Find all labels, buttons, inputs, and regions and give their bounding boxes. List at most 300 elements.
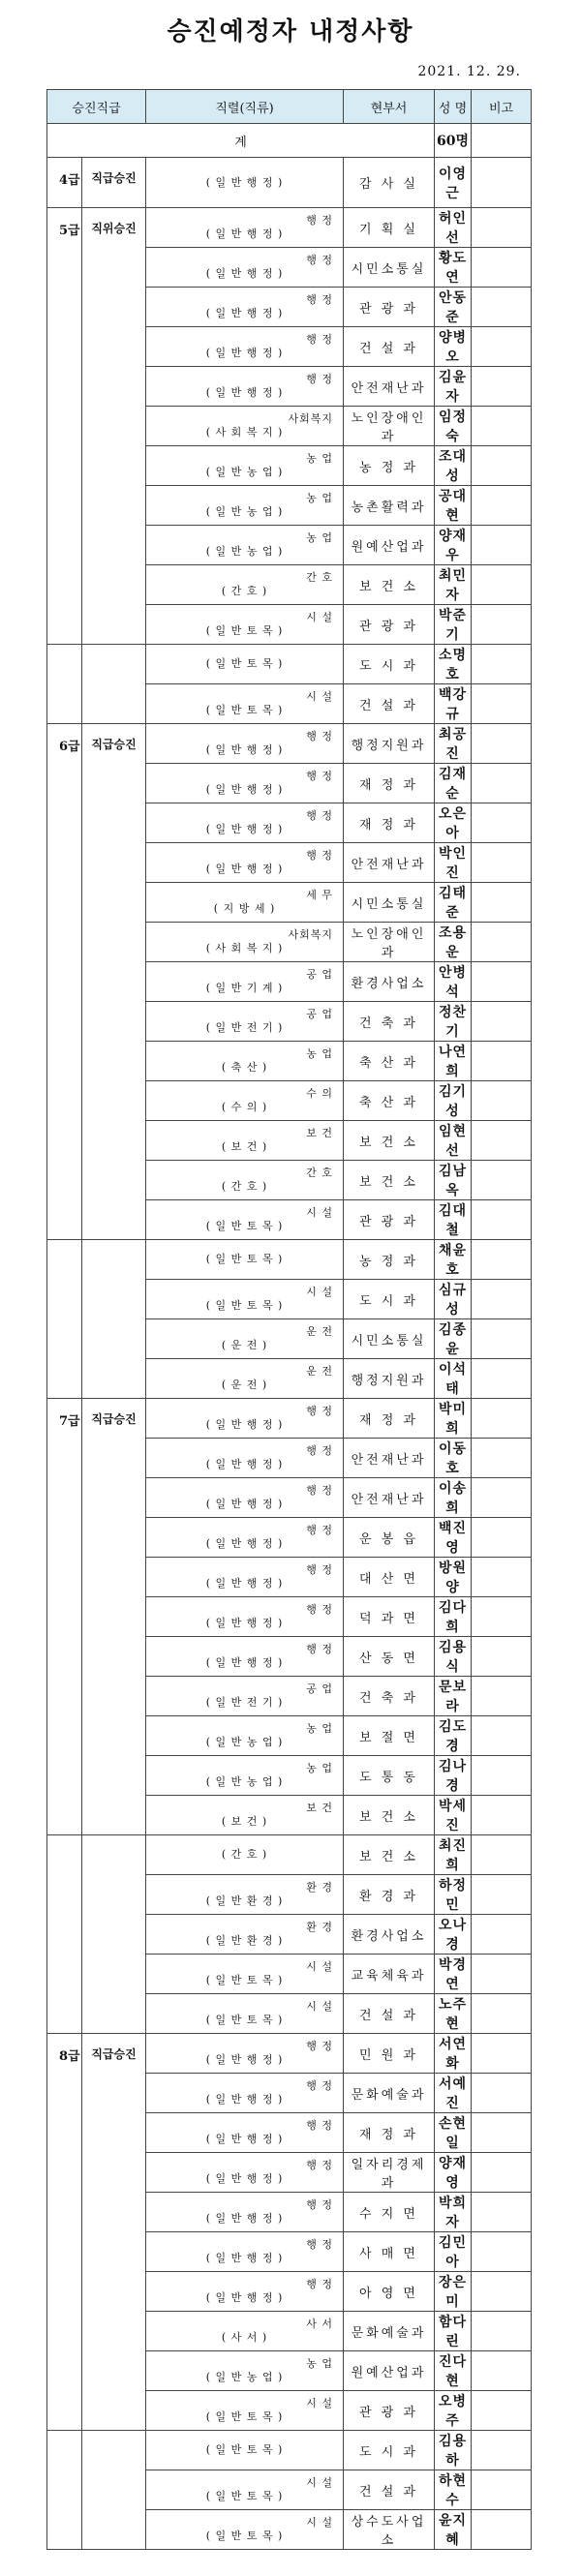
position-cell	[146, 158, 344, 208]
position-cell	[146, 962, 344, 1002]
position-category: 사회복지	[288, 928, 334, 941]
department-cell: 관 광 과	[344, 1200, 435, 1240]
position-subcategory: ( 사 회 복 지 )	[205, 942, 284, 955]
department-cell: 건 설 과	[344, 1994, 435, 2034]
remark-cell	[472, 1637, 532, 1677]
remark-cell	[472, 1875, 532, 1915]
grade-level: 4급	[47, 158, 82, 208]
department-cell: 건 축 과	[344, 1677, 435, 1716]
department-cell: 안전재난과	[344, 1478, 435, 1518]
promotion-kind	[82, 2431, 146, 2550]
position-subcategory: ( 일 반 행 정 )	[205, 743, 284, 756]
position-subcategory: ( 일 반 농 업 )	[205, 1775, 284, 1788]
document-date: 2021. 12. 29.	[417, 64, 521, 79]
position-category: 행 정	[306, 2198, 334, 2211]
department-cell: 교육체육과	[344, 1955, 435, 1994]
position-subcategory: ( 일 반 농 업 )	[205, 545, 284, 558]
department-cell: 일자리경제과	[344, 2153, 435, 2193]
remark-cell	[472, 684, 532, 724]
department-cell: 시민소통실	[344, 1319, 435, 1359]
department-cell: 아 영 면	[344, 2272, 435, 2312]
position-category: 공 업	[306, 1008, 334, 1020]
position-subcategory: ( 일 반 토 목 )	[205, 2530, 284, 2542]
position-cell	[146, 2034, 344, 2074]
position-cell	[146, 1518, 344, 1558]
position-cell	[146, 1994, 344, 2034]
position-cell	[146, 1359, 344, 1399]
department-cell: 기 획 실	[344, 208, 435, 248]
department-cell: 건 설 과	[344, 2470, 435, 2510]
position-subcategory: ( 지 방 세 )	[213, 902, 276, 915]
position-subcategory: ( 일 반 토 목 )	[205, 2443, 284, 2456]
position-category: 운 전	[306, 1365, 334, 1378]
position-category: 행 정	[306, 293, 334, 306]
position-subcategory: ( 일 반 행 정 )	[205, 2133, 284, 2145]
name-cell: 안병석	[435, 962, 472, 1002]
position-cell	[146, 803, 344, 843]
name-cell: 안동준	[435, 288, 472, 327]
position-subcategory: ( 일 반 행 정 )	[205, 783, 284, 796]
remark-cell	[472, 1597, 532, 1637]
remark-cell	[472, 645, 532, 684]
remark-cell	[472, 2510, 532, 2550]
position-category: 보 건	[306, 1127, 334, 1139]
remark-cell	[472, 2351, 532, 2391]
position-subcategory: ( 일 반 토 목 )	[205, 1253, 284, 1265]
name-cell: 채윤호	[435, 1240, 472, 1280]
position-cell	[146, 526, 344, 565]
name-cell: 김용하	[435, 2431, 472, 2470]
department-cell: 도 통 동	[344, 1756, 435, 1796]
department-cell: 축 산 과	[344, 1042, 435, 1081]
department-cell: 도 시 과	[344, 1280, 435, 1319]
department-cell: 대 산 면	[344, 1558, 435, 1597]
remark-cell	[472, 2232, 532, 2272]
position-category: 행 정	[306, 1603, 334, 1616]
position-subcategory: ( 일 반 행 정 )	[205, 1537, 284, 1550]
position-category: 시 설	[306, 2476, 334, 2489]
remark-cell	[472, 803, 532, 843]
name-cell: 나연희	[435, 1042, 472, 1081]
position-cell	[146, 2113, 344, 2153]
department-cell: 안전재난과	[344, 1439, 435, 1478]
total-row	[47, 124, 532, 158]
name-cell: 최공진	[435, 724, 472, 764]
remark-cell	[472, 2272, 532, 2312]
department-cell: 행정지원과	[344, 724, 435, 764]
position-cell	[146, 1558, 344, 1597]
department-cell: 덕 과 면	[344, 1597, 435, 1637]
position-category: 행 정	[306, 1563, 334, 1576]
header-row	[47, 90, 532, 124]
department-cell: 수 지 면	[344, 2193, 435, 2232]
position-subcategory: ( 간 호 )	[221, 1848, 268, 1861]
department-cell: 안전재난과	[344, 367, 435, 407]
name-cell: 하정민	[435, 1875, 472, 1915]
position-subcategory: ( 일 반 토 목 )	[205, 2410, 284, 2423]
table-row	[47, 1399, 532, 1439]
remark-cell	[472, 1835, 532, 1875]
position-category: 시 설	[306, 2397, 334, 2409]
position-cell	[146, 407, 344, 446]
name-cell: 이석태	[435, 1359, 472, 1399]
position-subcategory: ( 보 건 )	[221, 1140, 268, 1153]
remark-cell	[472, 486, 532, 526]
promotion-kind: 직위승진	[82, 208, 146, 645]
table-row	[47, 2431, 532, 2470]
department-cell: 안전재난과	[344, 843, 435, 883]
remark-cell	[472, 724, 532, 764]
promotion-kind: 직급승진	[82, 1399, 146, 1835]
promotion-kind	[82, 1240, 146, 1399]
position-cell	[146, 1161, 344, 1200]
position-category: 농 업	[306, 1762, 334, 1774]
name-cell: 허인선	[435, 208, 472, 248]
position-cell	[146, 1796, 344, 1835]
position-cell	[146, 883, 344, 923]
position-subcategory: ( 일 반 농 업 )	[205, 505, 284, 518]
position-category: 농 업	[306, 492, 334, 504]
name-cell: 김용식	[435, 1637, 472, 1677]
grade-level	[47, 1835, 82, 2034]
position-category: 행 정	[306, 254, 334, 266]
name-cell: 양병오	[435, 327, 472, 367]
position-cell	[146, 486, 344, 526]
name-cell: 손현일	[435, 2113, 472, 2153]
promotion-kind: 직급승진	[82, 724, 146, 1240]
department-cell: 도 시 과	[344, 2431, 435, 2470]
position-subcategory: ( 운 전 )	[221, 1379, 268, 1391]
position-subcategory: ( 간 호 )	[221, 585, 268, 597]
department-cell: 원예산업과	[344, 2351, 435, 2391]
position-cell	[146, 2272, 344, 2312]
name-cell: 최민자	[435, 565, 472, 605]
position-subcategory: ( 일 반 토 목 )	[205, 1974, 284, 1986]
department-cell: 환경사업소	[344, 1915, 435, 1955]
position-subcategory: ( 축 산 )	[221, 1061, 268, 1074]
department-cell: 건 축 과	[344, 1002, 435, 1042]
position-category: 사회복지	[288, 412, 334, 425]
position-subcategory: ( 일 반 토 목 )	[205, 2014, 284, 2026]
position-category: 행 정	[306, 1405, 334, 1417]
position-category: 시 설	[306, 1960, 334, 1973]
position-cell	[146, 1478, 344, 1518]
name-cell: 공대현	[435, 486, 472, 526]
position-category: 행 정	[306, 770, 334, 782]
remark-cell	[472, 1240, 532, 1280]
position-subcategory: ( 일 반 토 목 )	[205, 657, 284, 670]
position-cell	[146, 1915, 344, 1955]
remark-cell	[472, 1994, 532, 2034]
position-subcategory: ( 간 호 )	[221, 1180, 268, 1193]
department-cell: 재 정 과	[344, 2113, 435, 2153]
position-subcategory: ( 일 반 행 정 )	[205, 1458, 284, 1470]
department-cell: 산 동 면	[344, 1637, 435, 1677]
remark-cell	[472, 1042, 532, 1081]
position-cell	[146, 1439, 344, 1478]
position-category: 공 업	[306, 1682, 334, 1695]
remark-cell	[472, 1002, 532, 1042]
remark-cell	[472, 1518, 532, 1558]
table-row	[47, 158, 532, 208]
department-cell: 축 산 과	[344, 1081, 435, 1121]
position-category: 시 설	[306, 2516, 334, 2529]
name-cell: 문보라	[435, 1677, 472, 1716]
department-cell: 보 건 소	[344, 1121, 435, 1161]
position-subcategory: ( 보 건 )	[221, 1815, 268, 1828]
table-row	[47, 208, 532, 248]
name-cell: 이영근	[435, 158, 472, 208]
table-row	[47, 645, 532, 684]
name-cell: 이동호	[435, 1439, 472, 1478]
position-category: 시 설	[306, 2000, 334, 2013]
name-cell: 장은미	[435, 2272, 472, 2312]
position-category: 행 정	[306, 2119, 334, 2132]
position-category: 공 업	[306, 968, 334, 981]
position-cell	[146, 2391, 344, 2431]
remark-cell	[472, 883, 532, 923]
department-cell: 원예산업과	[344, 526, 435, 565]
grade-level: 6급	[47, 724, 82, 1240]
name-cell: 조대성	[435, 446, 472, 486]
name-cell: 조용운	[435, 923, 472, 962]
remark-cell	[472, 1558, 532, 1597]
position-subcategory: ( 일 반 행 정 )	[205, 2093, 284, 2106]
position-category: 행 정	[306, 809, 334, 822]
department-cell: 건 설 과	[344, 327, 435, 367]
position-cell	[146, 1200, 344, 1240]
position-cell	[146, 1240, 344, 1280]
name-cell: 김태준	[435, 883, 472, 923]
position-category: 농 업	[306, 2357, 334, 2370]
position-subcategory: ( 일 반 행 정 )	[205, 175, 284, 189]
position-category: 보 건	[306, 1802, 334, 1814]
department-cell: 문화예술과	[344, 2312, 435, 2351]
position-subcategory: ( 일 반 농 업 )	[205, 1736, 284, 1748]
name-cell: 윤지혜	[435, 2510, 472, 2550]
position-cell	[146, 1121, 344, 1161]
position-subcategory: ( 일 반 토 목 )	[205, 624, 284, 637]
department-cell: 보 건 소	[344, 1835, 435, 1875]
position-category: 환 경	[306, 1881, 334, 1894]
remark-cell	[472, 1200, 532, 1240]
remark-cell	[472, 248, 532, 288]
remark-cell	[472, 923, 532, 962]
remark-cell	[472, 2312, 532, 2351]
position-subcategory: ( 일 반 행 정 )	[205, 2172, 284, 2185]
remark-cell	[472, 565, 532, 605]
department-cell: 농 정 과	[344, 446, 435, 486]
remark-cell	[472, 2470, 532, 2510]
name-cell: 양재우	[435, 526, 472, 565]
position-cell	[146, 1280, 344, 1319]
promotion-kind: 직급승진	[82, 158, 146, 208]
promotion-kind: 직급승진	[82, 2034, 146, 2431]
name-cell: 진다현	[435, 2351, 472, 2391]
position-subcategory: ( 일 반 행 정 )	[205, 2212, 284, 2225]
name-cell: 오병주	[435, 2391, 472, 2431]
department-cell: 보 건 소	[344, 1796, 435, 1835]
position-cell	[146, 565, 344, 605]
position-cell	[146, 1955, 344, 1994]
position-cell	[146, 2074, 344, 2113]
position-subcategory: ( 일 반 행 정 )	[205, 2053, 284, 2066]
table-row	[47, 1240, 532, 1280]
position-cell	[146, 2153, 344, 2193]
remark-cell	[472, 2153, 532, 2193]
position-subcategory: ( 일 반 전 기 )	[205, 1021, 284, 1034]
position-category: 행 정	[306, 214, 334, 227]
header-grade: 승진직급	[47, 90, 146, 124]
position-category: 간 호	[306, 571, 334, 584]
promotion-table	[46, 89, 532, 2550]
position-cell	[146, 1875, 344, 1915]
table-row	[47, 2034, 532, 2074]
name-cell: 박경연	[435, 1955, 472, 1994]
remark-cell	[472, 526, 532, 565]
position-subcategory: ( 일 반 행 정 )	[205, 1577, 284, 1590]
position-subcategory: ( 일 반 행 정 )	[205, 2252, 284, 2264]
position-subcategory: ( 일 반 행 정 )	[205, 347, 284, 359]
remark-cell	[472, 208, 532, 248]
department-cell: 노인장애인과	[344, 923, 435, 962]
table-body	[47, 124, 532, 2550]
name-cell: 오은아	[435, 803, 472, 843]
position-subcategory: ( 일 반 행 정 )	[205, 307, 284, 319]
position-category: 시 설	[306, 611, 334, 623]
remark-cell	[472, 1716, 532, 1756]
position-category: 행 정	[306, 1444, 334, 1457]
department-cell: 관 광 과	[344, 605, 435, 645]
position-subcategory: ( 일 반 행 정 )	[205, 1617, 284, 1629]
remark-cell	[472, 446, 532, 486]
department-cell: 보 건 소	[344, 565, 435, 605]
name-cell: 김윤자	[435, 367, 472, 407]
position-subcategory: ( 사 서 )	[221, 2331, 268, 2344]
position-category: 행 정	[306, 849, 334, 862]
position-cell	[146, 2193, 344, 2232]
name-cell: 임현선	[435, 1121, 472, 1161]
name-cell: 박세진	[435, 1796, 472, 1835]
remark-cell	[472, 1319, 532, 1359]
name-cell: 김종윤	[435, 1319, 472, 1359]
remark-cell	[472, 2034, 532, 2074]
position-cell	[146, 2351, 344, 2391]
remark-cell	[472, 1161, 532, 1200]
remark-cell	[472, 288, 532, 327]
position-subcategory: ( 일 반 토 목 )	[205, 2490, 284, 2502]
name-cell: 김남옥	[435, 1161, 472, 1200]
department-cell: 건 설 과	[344, 684, 435, 724]
remark-cell	[472, 1280, 532, 1319]
position-subcategory: ( 일 반 행 정 )	[205, 2291, 284, 2304]
department-cell: 관 광 과	[344, 2391, 435, 2431]
position-cell	[146, 764, 344, 803]
name-cell: 황도연	[435, 248, 472, 288]
remark-cell	[472, 1121, 532, 1161]
remark-cell	[472, 2074, 532, 2113]
position-category: 행 정	[306, 373, 334, 385]
position-cell	[146, 1637, 344, 1677]
department-cell: 환 경 과	[344, 1875, 435, 1915]
name-cell: 백진영	[435, 1518, 472, 1558]
position-category: 시 설	[306, 1286, 334, 1298]
position-subcategory: ( 일 반 행 정 )	[205, 863, 284, 875]
department-cell: 재 정 과	[344, 764, 435, 803]
position-cell	[146, 2510, 344, 2550]
table-row	[47, 1835, 532, 1875]
position-cell	[146, 2232, 344, 2272]
name-cell: 정찬기	[435, 1002, 472, 1042]
position-subcategory: ( 일 반 행 정 )	[205, 227, 284, 240]
position-cell	[146, 208, 344, 248]
remark-cell	[472, 1677, 532, 1716]
remark-cell	[472, 605, 532, 645]
name-cell: 김도경	[435, 1716, 472, 1756]
name-cell: 최진희	[435, 1835, 472, 1875]
position-cell	[146, 288, 344, 327]
position-category: 행 정	[306, 2278, 334, 2290]
name-cell: 김민아	[435, 2232, 472, 2272]
grade-level	[47, 2431, 82, 2550]
department-cell: 사 매 면	[344, 2232, 435, 2272]
name-cell: 소명호	[435, 645, 472, 684]
position-cell	[146, 724, 344, 764]
position-subcategory: ( 일 반 기 계 )	[205, 982, 284, 994]
remark-cell	[472, 1796, 532, 1835]
position-category: 농 업	[306, 1047, 334, 1060]
promotion-kind	[82, 1835, 146, 2034]
name-cell: 양재영	[435, 2153, 472, 2193]
department-cell: 도 시 과	[344, 645, 435, 684]
name-cell: 박희자	[435, 2193, 472, 2232]
position-category: 행 정	[306, 1643, 334, 1655]
name-cell: 함다린	[435, 2312, 472, 2351]
position-category: 행 정	[306, 2159, 334, 2171]
name-cell: 심규성	[435, 1280, 472, 1319]
position-subcategory: ( 일 반 환 경 )	[205, 1894, 284, 1907]
name-cell: 김기성	[435, 1081, 472, 1121]
department-cell: 행정지원과	[344, 1359, 435, 1399]
remark-cell	[472, 1081, 532, 1121]
position-category: 행 정	[306, 2079, 334, 2092]
name-cell: 박준기	[435, 605, 472, 645]
remark-cell	[472, 367, 532, 407]
department-cell: 농촌활력과	[344, 486, 435, 526]
name-cell: 임정숙	[435, 407, 472, 446]
department-cell: 시민소통실	[344, 883, 435, 923]
remark-cell	[472, 1915, 532, 1955]
department-cell: 민 원 과	[344, 2034, 435, 2074]
department-cell: 재 정 과	[344, 803, 435, 843]
department-cell: 보 건 소	[344, 1161, 435, 1200]
remark-cell	[472, 1955, 532, 1994]
position-category: 행 정	[306, 2040, 334, 2052]
position-subcategory: ( 사 회 복 지 )	[205, 426, 284, 439]
position-cell	[146, 446, 344, 486]
grade-level	[47, 645, 82, 724]
position-subcategory: ( 일 반 행 정 )	[205, 267, 284, 280]
position-cell	[146, 367, 344, 407]
position-category: 농 업	[306, 531, 334, 544]
position-category: 행 정	[306, 1524, 334, 1536]
position-cell	[146, 1002, 344, 1042]
department-cell: 관 광 과	[344, 288, 435, 327]
remark-cell	[472, 1756, 532, 1796]
position-subcategory: ( 일 반 행 정 )	[205, 386, 284, 399]
position-subcategory: ( 일 반 농 업 )	[205, 2371, 284, 2383]
total-label: 계	[47, 124, 435, 158]
